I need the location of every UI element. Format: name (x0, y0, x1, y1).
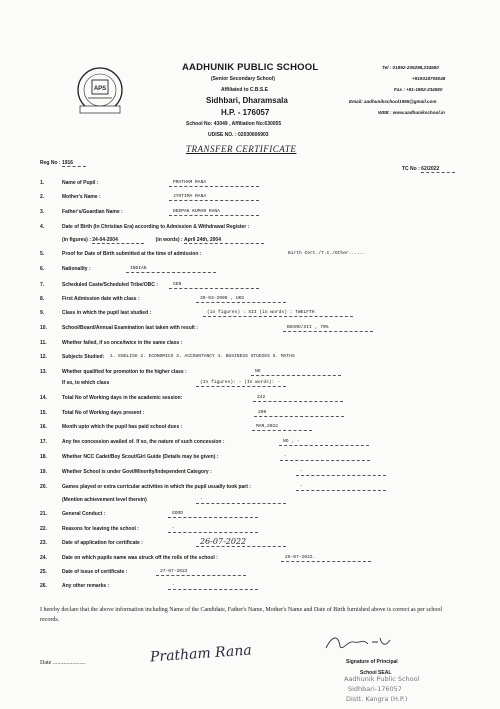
field-underline (253, 401, 343, 402)
field-number: 11. (40, 340, 47, 346)
field-value: (in figures) : XII (in words) : TWELFTH (207, 310, 315, 315)
field-value: 26-07-2022. (285, 555, 316, 560)
field-value: - (172, 583, 175, 588)
seal-text-name: Aadhunik Public School (344, 675, 420, 683)
reg-no (40, 160, 86, 167)
field-label: Date of application for certificate : (62, 540, 143, 546)
field-underline (169, 288, 259, 289)
field-underline (203, 316, 353, 317)
field-underline (196, 546, 286, 547)
field-label: Date of Birth (In Christian Era) according to Admission & Withdrawal Register : (62, 224, 250, 230)
field-underline (168, 517, 258, 518)
school-name: AADHUNIK PUBLIC SCHOOL (182, 62, 319, 73)
school-subtitle: (Senior Secondary School) (211, 76, 275, 82)
field-label: Date on which pupils name was struck off the rolls of the school : (62, 555, 218, 561)
field-number: 21. (40, 511, 47, 517)
field-number: 5. (40, 251, 45, 257)
pupil-signature: Pratham Rana (149, 642, 253, 666)
field-label: (Mention achievement level therein) (62, 497, 147, 503)
udise-number: UDISE NO. : 02030606903 (208, 132, 269, 138)
field-label: General Conduct : (62, 511, 106, 517)
field-value: 209 (258, 410, 267, 415)
field-number: 20. (40, 484, 47, 490)
field-label: Date of issue of certificate : (62, 569, 128, 575)
dob-figures-value: 24-04-2004 (92, 237, 144, 244)
field-label: Mother's Name : (62, 194, 101, 200)
field-value: GEN (173, 282, 182, 287)
field-number: 3. (40, 209, 45, 215)
field-underline (281, 561, 371, 562)
field-value: MAR,2022 (256, 424, 279, 429)
field-value: INDIAN (130, 266, 147, 271)
field-underline (168, 589, 258, 590)
contact-mobile: +919318705048 (412, 76, 446, 81)
principal-signature-icon (318, 632, 408, 656)
field-number: 2. (40, 194, 45, 200)
field-number: 10. (40, 325, 47, 331)
declaration-text: I hereby declare that the above information including Name of the Candidate, Father's Name, Mother's Name and Date of Birth furnished above is correct as per school records. (40, 607, 443, 623)
field-number: 26. (40, 583, 47, 589)
contact-email: Email: aadhunikschool1995@gmail.com (349, 99, 437, 104)
contact-tel: Tel : 01892-236298,234550 (382, 65, 439, 70)
field-label: Nationality : (62, 266, 91, 272)
field-number: 8. (40, 296, 45, 302)
field-number: 17. (40, 439, 47, 445)
field-label: Whether NCC Cadet/Boy Scout/Girl Guide (Details may be given) : (62, 454, 219, 460)
field-label: Any other remarks : (62, 583, 110, 589)
tc-no-value: 62/2022 (421, 166, 455, 173)
field-underline (296, 475, 386, 476)
field-number: 24. (40, 555, 47, 561)
field-label: Whether School is under Govt/Minority/Independent Category : (62, 469, 212, 475)
field-label: Reasons for leaving the school : (62, 526, 139, 532)
field-number: 13. (40, 369, 47, 375)
field-number: 23. (40, 540, 47, 546)
field-label: Month upto which the pupil has paid school dues : (62, 424, 183, 430)
field-label: Total No of Working days in the academic session: (62, 395, 183, 401)
dob-line (62, 237, 264, 244)
field-label: Proof for Date of Birth submitted at the time of admission : (62, 251, 202, 257)
field-label: School/Board/Annual Examination last taken with result : (62, 325, 198, 331)
field-label: Whether qualified for promotion to the higher class : (62, 369, 187, 375)
field-value: (In figures): - (In words): - (200, 380, 280, 385)
field-number: 4. (40, 224, 45, 230)
field-number: 25. (40, 569, 47, 575)
svg-text:APS: APS (93, 86, 107, 92)
field-label: If so, to which class (62, 380, 110, 386)
field-number: 15. (40, 410, 47, 416)
field-value: - (200, 497, 203, 502)
field-underline (279, 445, 369, 446)
field-value: 242 (257, 395, 266, 400)
field-value: NO (255, 369, 261, 374)
field-number: 14. (40, 395, 47, 401)
school-state-pin: H.P. - 176057 (221, 108, 270, 117)
field-number: 7. (40, 282, 45, 288)
reg-no-label: Reg No : (40, 160, 61, 166)
field-value: NO , - (283, 439, 300, 444)
tc-no-label: TC No : (402, 166, 420, 172)
field-label: Games played or extra curricular activities in which the pupil usually took part : (62, 484, 251, 490)
field-underline (169, 215, 259, 216)
school-seal-label: School SEAL (360, 670, 392, 676)
field-label: First Admission date with class : (62, 296, 140, 302)
field-underline (196, 302, 286, 303)
field-value: DEEPAK KUMAR RANA (173, 209, 220, 214)
contact-fax: Fax : +91-1892-234550 (394, 87, 443, 92)
field-label: Class in which the pupil last studied : (62, 310, 152, 316)
field-underline (280, 460, 370, 461)
field-value: BOARD/XII , 70% (287, 325, 329, 330)
seal-text-place: Sidhbari-176057 (348, 685, 402, 693)
field-underline (252, 430, 312, 431)
school-town: Sidhbari, Dharamsala (206, 96, 288, 105)
field-value: 27-07-2022 (160, 569, 188, 574)
seal-text-district: Distt. Kangra (H.P.) (346, 695, 408, 703)
field-underline (169, 200, 259, 201)
field-value: - (172, 526, 175, 531)
date-field: Date ...................... (40, 660, 86, 666)
field-underline (251, 375, 341, 376)
field-underline (254, 416, 344, 417)
field-value: JYOTIMA RANA (173, 194, 207, 199)
field-label: Father's/Guardian Name : (62, 209, 123, 215)
field-number: 19. (40, 469, 47, 475)
reg-no-value: 1916 (62, 160, 86, 167)
field-underline (196, 503, 286, 504)
field-number: 9. (40, 310, 45, 316)
field-label: Scheduled Caste/Scheduled Tribe/OBC : (62, 282, 158, 288)
school-number: School No: 43049 , Affiliation No:630055 (186, 121, 282, 127)
certificate-title: TRANSFER CERTIFICATE (186, 144, 297, 154)
field-underline (156, 575, 246, 576)
field-number: 6. (40, 266, 45, 272)
school-logo-icon (74, 66, 126, 118)
field-label: Subjects Studied: (62, 354, 105, 360)
field-underline (126, 272, 216, 273)
dob-words-value: April 24th, 2004 (184, 237, 264, 244)
tc-no (402, 166, 455, 173)
field-underline (168, 532, 258, 533)
field-value: - (300, 484, 303, 489)
dob-figures-label: (in figures) : (62, 237, 91, 243)
field-underline (196, 386, 286, 387)
field-underline (296, 490, 386, 491)
contact-web: WEB : www.aadhunikschool.in (378, 110, 445, 115)
field-label: Any fee concession availed of. If so, the nature of such concession : (62, 439, 225, 445)
field-value: - (284, 454, 287, 459)
field-number: 12. (40, 354, 47, 360)
field-number: 1. (40, 180, 45, 186)
field-value: GOOD (172, 511, 184, 516)
field-value: PRATHAM RANA (173, 180, 207, 185)
field-label: Total No of Working days present : (62, 410, 145, 416)
principal-signature-label: Signature of Principal (346, 659, 398, 665)
field-label: Whether failed, if so once/twice in the same class : (62, 340, 183, 346)
field-underline (169, 186, 259, 187)
dob-words-label: (in words) : (155, 237, 183, 243)
school-affiliation: Affiliated to C.B.S.E (221, 87, 268, 93)
field-value: 1. ENGLISH 2. ECONOMICS 3. ACCOUNTANCY 4. BUSINESS STUDIES 5. MATHS (110, 354, 295, 359)
field-value: 30-03-2009 , UKG (200, 296, 245, 301)
field-number: 16. (40, 424, 47, 430)
field-number: 18. (40, 454, 47, 460)
field-value: - (300, 469, 303, 474)
field-underline (283, 331, 373, 332)
field-value: 26-07-2022 (200, 537, 247, 546)
field-label: Name of Pupil : (62, 180, 99, 186)
field-value: Birth Cert./T.C./Other...... (288, 251, 366, 256)
field-number: 22. (40, 526, 47, 532)
